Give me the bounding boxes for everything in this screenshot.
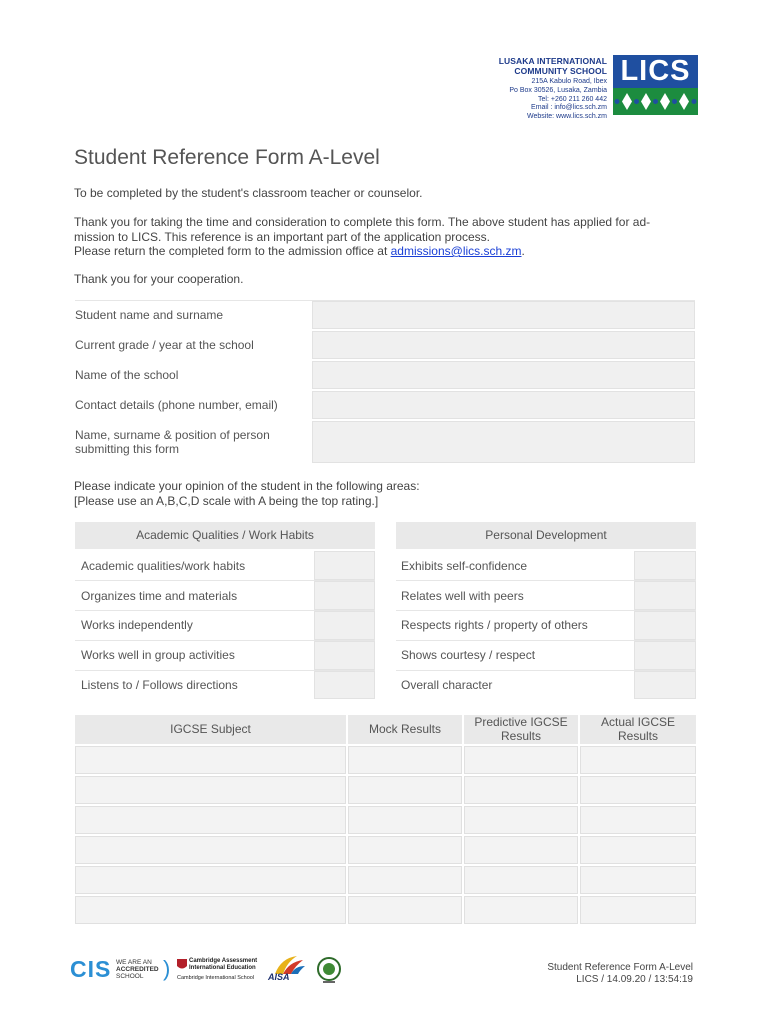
personal-item-3: Respects rights / property of others bbox=[401, 618, 588, 632]
school-name-line2: COMMUNITY SCHOOL bbox=[514, 66, 607, 76]
cambridge-line2: International Education bbox=[189, 965, 256, 971]
results-cell-actual-row-4[interactable] bbox=[580, 836, 696, 864]
results-cell-subject-row-3[interactable] bbox=[75, 806, 346, 834]
field-label-grade: Current grade / year at the school bbox=[75, 338, 254, 352]
results-cell-predictive-row-1[interactable] bbox=[464, 746, 578, 774]
results-cell-mock-row-4[interactable] bbox=[348, 836, 462, 864]
school-website: Website: www.lics.sch.zm bbox=[527, 113, 607, 121]
academic-item-4: Works well in group activities bbox=[81, 648, 235, 662]
personal-item-2: Relates well with peers bbox=[401, 589, 524, 603]
cis-logo-text: CIS bbox=[70, 956, 112, 982]
cambridge-logo bbox=[177, 958, 267, 984]
actual-line2: Results bbox=[617, 729, 658, 743]
cis-tag-line2: ACCREDITED bbox=[116, 966, 159, 973]
results-cell-actual-row-5[interactable] bbox=[580, 866, 696, 894]
results-cell-subject-row-2[interactable] bbox=[75, 776, 346, 804]
footer-doc-title: Student Reference Form A-Level bbox=[547, 962, 693, 973]
results-cell-subject-row-5[interactable] bbox=[75, 866, 346, 894]
cooperation-text: Thank you for your cooperation. bbox=[74, 272, 244, 286]
results-cell-mock-row-6[interactable] bbox=[348, 896, 462, 924]
cambridge-text bbox=[189, 958, 257, 972]
academic-item-1: Academic qualities/work habits bbox=[81, 559, 246, 573]
col-header-predictive bbox=[464, 715, 578, 744]
academic-item-3: Works independently bbox=[81, 618, 193, 632]
aisa-logo bbox=[267, 954, 307, 986]
results-cell-predictive-row-6[interactable] bbox=[464, 896, 578, 924]
personal-rating-5[interactable] bbox=[634, 671, 696, 699]
personal-item-4: Shows courtesy / respect bbox=[401, 648, 536, 662]
results-cell-mock-row-5[interactable] bbox=[348, 866, 462, 894]
academic-rating-2[interactable] bbox=[314, 581, 375, 610]
cis-bracket-icon: ) bbox=[163, 956, 171, 981]
partner-emblem bbox=[316, 957, 344, 985]
predictive-line2: Results bbox=[500, 729, 541, 743]
contact-input[interactable] bbox=[312, 391, 695, 419]
diamond-pattern-icon bbox=[613, 88, 698, 115]
footer-doc-version: LICS / 14.09.20 / 13:54:19 bbox=[576, 974, 693, 985]
submitter-label-line2: submitting this form bbox=[75, 442, 180, 456]
personal-item-1: Exhibits self-confidence bbox=[401, 559, 528, 573]
cis-tagline bbox=[116, 959, 159, 980]
cis-tag-line1: WE ARE AN bbox=[116, 959, 152, 966]
form-title: Student Reference Form A-Level bbox=[74, 146, 380, 169]
opinion-instructions bbox=[74, 479, 699, 508]
field-label-school: Name of the school bbox=[75, 368, 179, 382]
opinion-line2: [Please use an A,B,C,D scale with A being the top rating.] bbox=[74, 493, 379, 508]
predictive-line1: Predictive IGCSE bbox=[474, 715, 568, 729]
cis-tag-line3: SCHOOL bbox=[116, 973, 144, 980]
personal-rating-2[interactable] bbox=[634, 581, 696, 610]
results-cell-predictive-row-4[interactable] bbox=[464, 836, 578, 864]
admissions-email-link[interactable]: admissions@lics.sch.zm bbox=[390, 244, 522, 258]
results-cell-mock-row-2[interactable] bbox=[348, 776, 462, 804]
intro-text: To be completed by the student's classroom teacher or counselor. bbox=[74, 186, 423, 200]
personal-rating-3[interactable] bbox=[634, 611, 696, 640]
results-cell-predictive-row-5[interactable] bbox=[464, 866, 578, 894]
return-line bbox=[74, 244, 699, 259]
results-cell-subject-row-1[interactable] bbox=[75, 746, 346, 774]
results-cell-predictive-row-2[interactable] bbox=[464, 776, 578, 804]
thanks-line1: Thank you for taking the time and consideration to complete this form. The above student has applied for ad- bbox=[74, 215, 651, 229]
address-line1: 215A Kabulo Road, Ibex bbox=[531, 78, 607, 85]
academic-rating-1[interactable] bbox=[314, 551, 375, 580]
opinion-line1: Please indicate your opinion of the student in the following areas: bbox=[74, 479, 420, 493]
thanks-line2: mission to LICS. This reference is an important part of the application process. bbox=[74, 229, 490, 244]
lics-logo-pattern bbox=[613, 88, 698, 115]
school-address bbox=[470, 78, 607, 122]
academic-item-5: Listens to / Follows directions bbox=[81, 678, 238, 692]
actual-line1: Actual IGCSE bbox=[600, 715, 676, 729]
field-label-student-name: Student name and surname bbox=[75, 308, 224, 322]
results-cell-mock-row-1[interactable] bbox=[348, 746, 462, 774]
student-name-input[interactable] bbox=[312, 301, 695, 329]
submitter-input[interactable] bbox=[312, 421, 695, 463]
school-name-line1: LUSAKA INTERNATIONAL bbox=[498, 56, 607, 66]
submitter-label-line1: Name, surname & position of person bbox=[75, 428, 270, 442]
lics-logo bbox=[613, 55, 698, 115]
address-line3: Tel: +260 211 260 442 bbox=[538, 95, 607, 103]
school-email: Email : info@lics.sch.zm bbox=[531, 104, 607, 112]
results-cell-subject-row-4[interactable] bbox=[75, 836, 346, 864]
field-label-contact: Contact details (phone number, email) bbox=[75, 398, 278, 412]
academic-rating-3[interactable] bbox=[314, 611, 375, 640]
grade-input[interactable] bbox=[312, 331, 695, 359]
personal-item-5: Overall character bbox=[401, 678, 493, 692]
personal-header: Personal Development bbox=[396, 522, 696, 549]
col-header-subject: IGCSE Subject bbox=[75, 715, 346, 744]
footer-document-info bbox=[470, 962, 693, 986]
academic-rating-4[interactable] bbox=[314, 641, 375, 670]
return-suffix: . bbox=[521, 244, 525, 258]
school-input[interactable] bbox=[312, 361, 695, 389]
results-cell-actual-row-1[interactable] bbox=[580, 746, 696, 774]
personal-rating-1[interactable] bbox=[634, 551, 696, 580]
field-label-submitter bbox=[75, 428, 307, 456]
cambridge-line3: Cambridge International School bbox=[177, 975, 255, 981]
lics-logo-text: LICS bbox=[613, 55, 698, 88]
cambridge-line1: Cambridge Assessment bbox=[189, 958, 258, 964]
results-cell-actual-row-2[interactable] bbox=[580, 776, 696, 804]
academic-item-2: Organizes time and materials bbox=[81, 589, 238, 603]
results-cell-predictive-row-3[interactable] bbox=[464, 806, 578, 834]
results-cell-subject-row-6[interactable] bbox=[75, 896, 346, 924]
personal-rating-4[interactable] bbox=[634, 641, 696, 670]
results-cell-actual-row-6[interactable] bbox=[580, 896, 696, 924]
academic-header: Academic Qualities / Work Habits bbox=[75, 522, 375, 549]
return-prefix: Please return the completed form to the admission office at bbox=[74, 244, 391, 258]
aisa-logo-text: AISA bbox=[268, 972, 290, 982]
results-cell-actual-row-3[interactable] bbox=[580, 806, 696, 834]
cis-logo bbox=[70, 956, 180, 984]
academic-rating-5[interactable] bbox=[314, 671, 375, 699]
col-header-actual bbox=[580, 715, 696, 744]
thanks-paragraph bbox=[74, 215, 699, 259]
results-cell-mock-row-3[interactable] bbox=[348, 806, 462, 834]
school-name bbox=[470, 56, 607, 76]
address-line2: Po Box 30526, Lusaka, Zambia bbox=[509, 86, 607, 94]
col-header-mock: Mock Results bbox=[348, 715, 462, 744]
cambridge-shield-icon bbox=[177, 959, 187, 971]
round-emblem-icon bbox=[316, 957, 344, 985]
